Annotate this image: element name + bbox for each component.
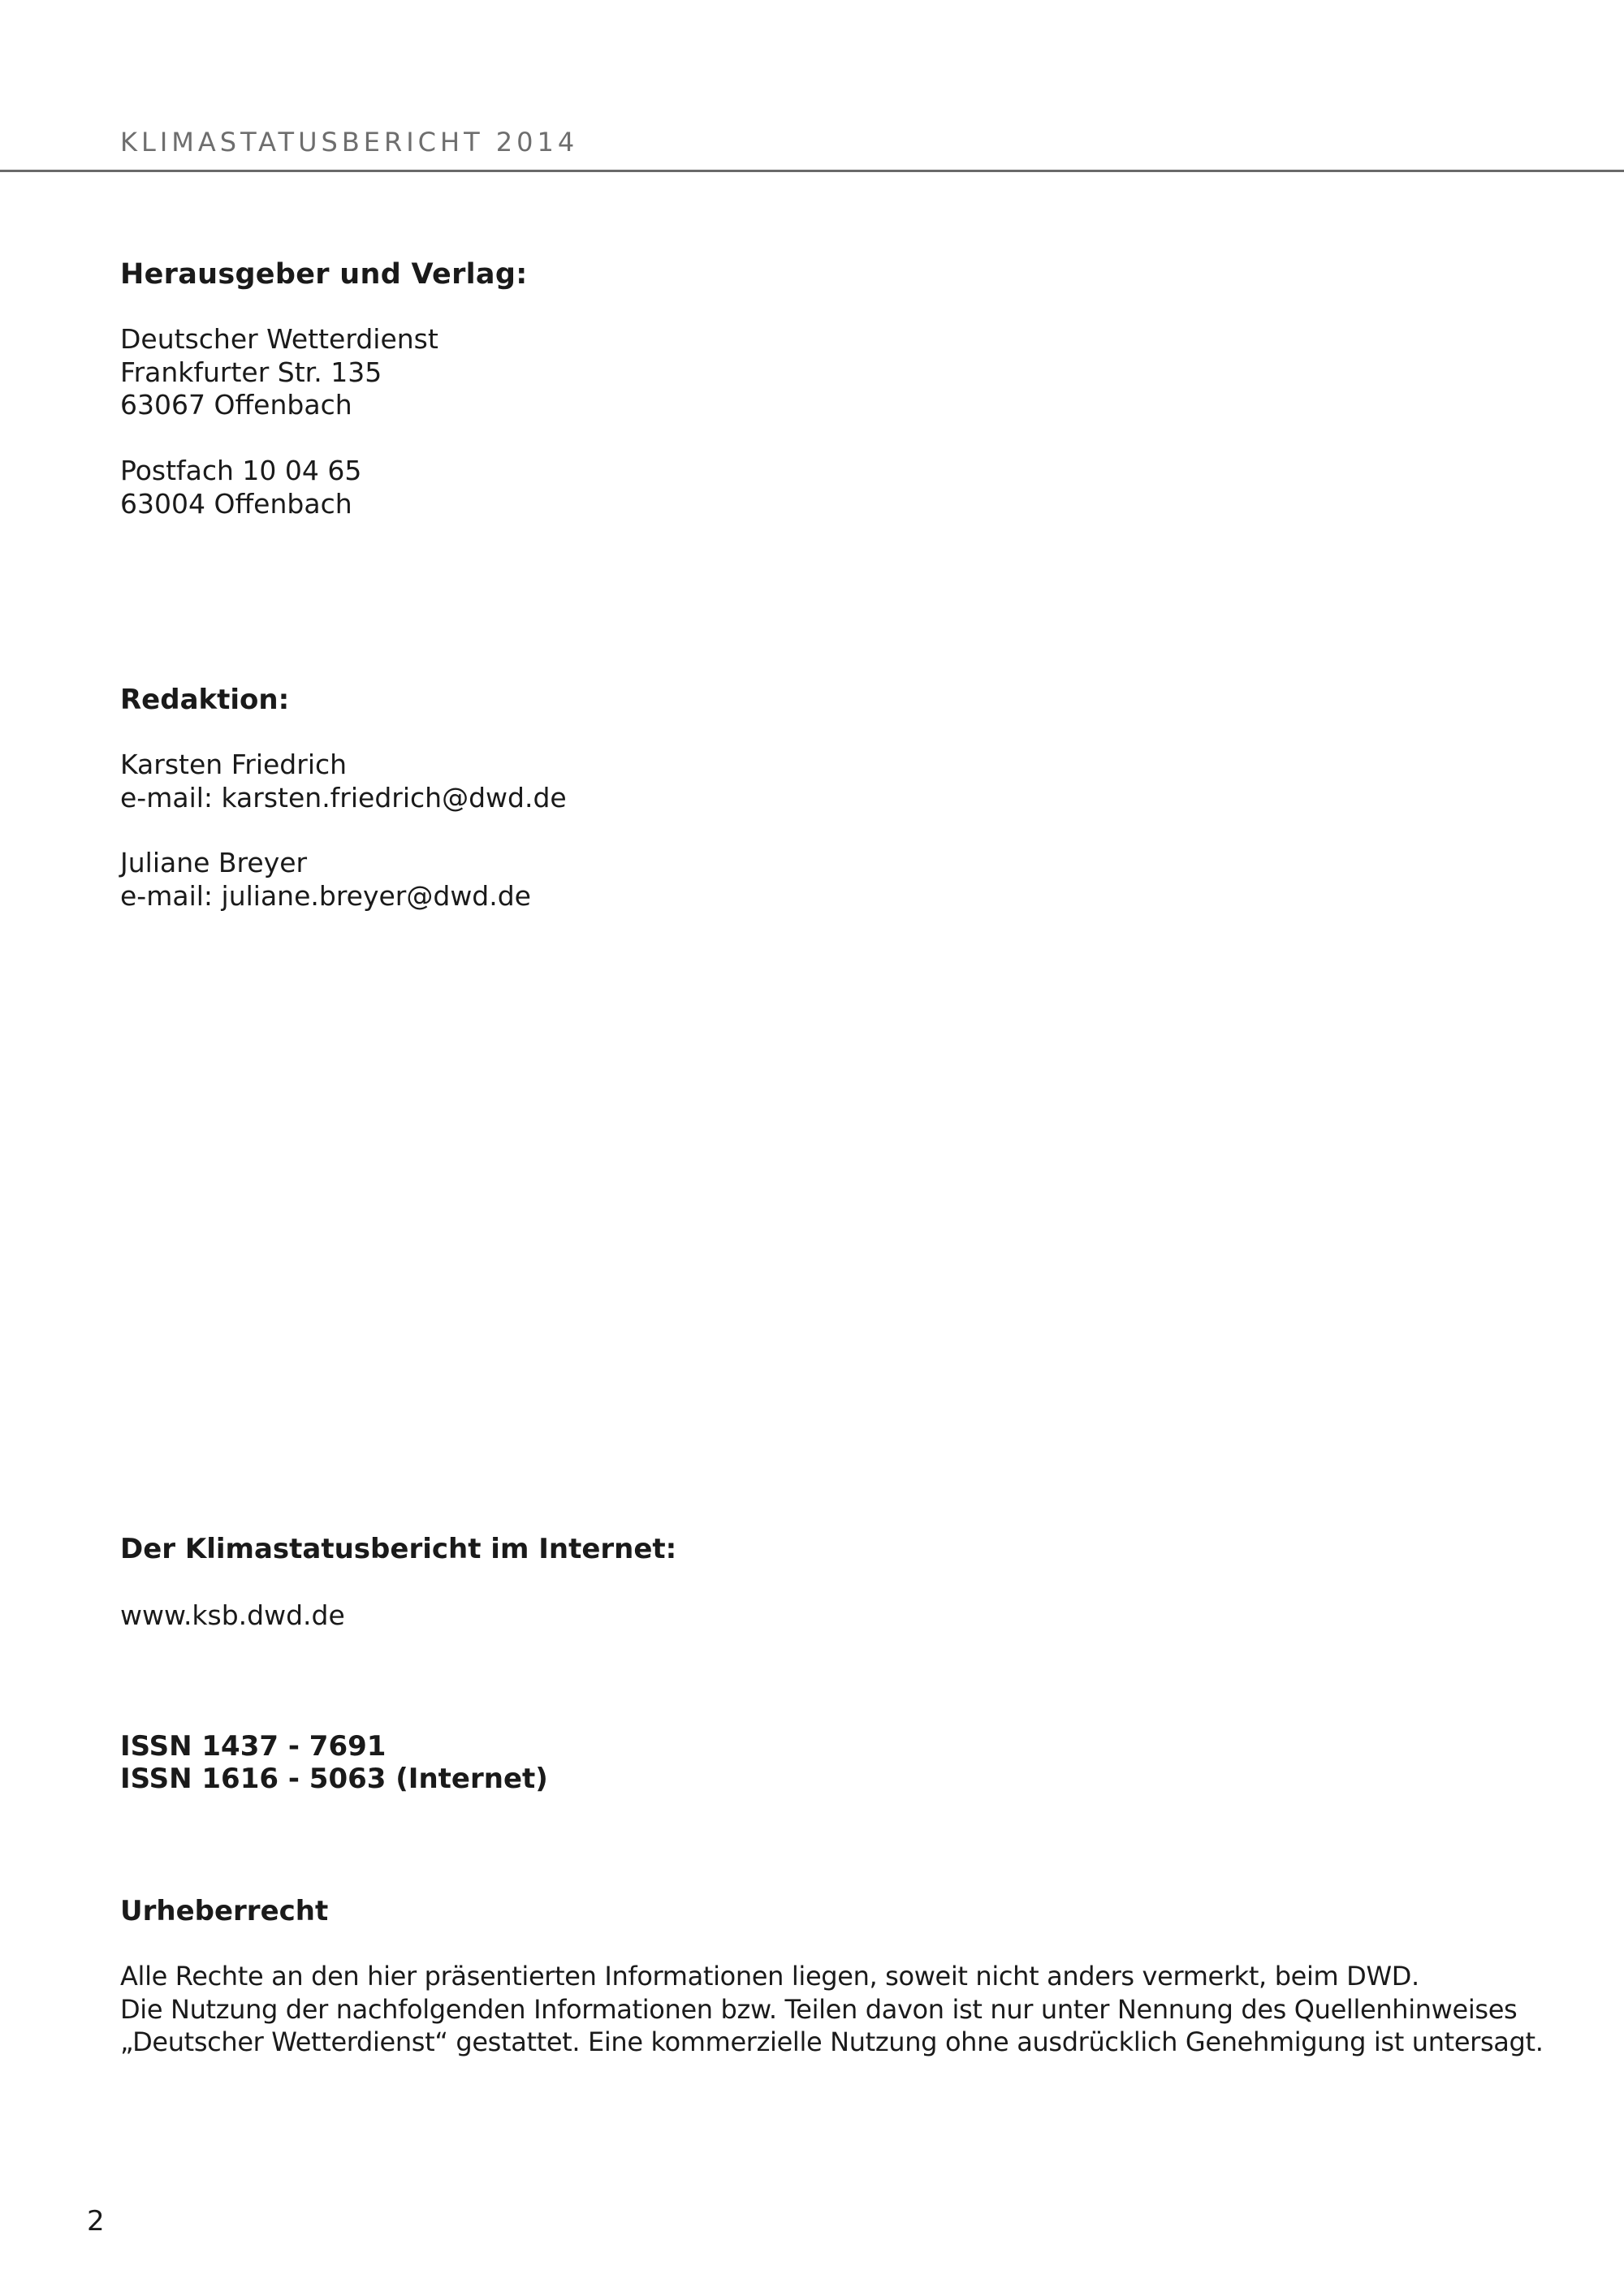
publisher-postbox-line: Postfach 10 04 65 <box>120 455 362 486</box>
issn-section <box>120 1730 1566 1795</box>
website-link[interactable]: www.ksb.dwd.de <box>120 1599 345 1631</box>
editor-email[interactable]: e-mail: juliane.breyer@dwd.de <box>120 879 531 912</box>
publisher-heading: Herausgeber und Verlag: <box>120 258 528 291</box>
editor-entry <box>120 847 1566 913</box>
editor-name: Juliane Breyer <box>120 847 308 878</box>
publisher-address-line: Deutscher Wetterdienst <box>120 323 438 355</box>
publisher-postbox-line: 63004 Offenbach <box>120 487 352 520</box>
issn-print: ISSN 1437 - 7691 <box>120 1730 387 1763</box>
publisher-section <box>120 258 1566 291</box>
editor-email[interactable]: e-mail: karsten.friedrich@dwd.de <box>120 781 567 814</box>
publisher-address-line: Frankfurter Str. 135 <box>120 356 382 388</box>
running-header-title: KLIMASTATUSBERICHT 2014 <box>120 127 579 158</box>
internet-url-block <box>120 1599 1566 1633</box>
copyright-section <box>120 1895 1566 1927</box>
copyright-heading: Urheberrecht <box>120 1895 329 1927</box>
issn-online: ISSN 1616 - 5063 (Internet) <box>120 1763 548 1795</box>
editor-entry <box>120 749 1566 814</box>
publisher-address <box>120 323 1566 422</box>
internet-heading: Der Klimastatusbericht im Internet: <box>120 1533 677 1565</box>
page-number: 2 <box>87 2205 105 2238</box>
header-divider <box>0 170 1624 172</box>
editorial-heading: Redaktion: <box>120 684 290 716</box>
copyright-text <box>120 1960 1566 2059</box>
internet-section <box>120 1533 1566 1565</box>
publisher-address-line: 63067 Offenbach <box>120 389 352 421</box>
copyright-line: Die Nutzung der nachfolgenden Informationen bzw. Teilen davon ist nur unter Nennung des Quellenhinweises <box>120 1993 1518 2025</box>
copyright-line: Alle Rechte an den hier präsentierten Informationen liegen, soweit nicht anders vermerkt, beim DWD. <box>120 1961 1419 1992</box>
copyright-line: „Deutscher Wetterdienst“ gestattet. Eine kommerzielle Nutzung ohne ausdrücklich Genehmigung ist untersagt. <box>120 2026 1544 2057</box>
editor-name: Karsten Friedrich <box>120 749 348 780</box>
editorial-section <box>120 684 1566 716</box>
publisher-postbox <box>120 455 1566 520</box>
